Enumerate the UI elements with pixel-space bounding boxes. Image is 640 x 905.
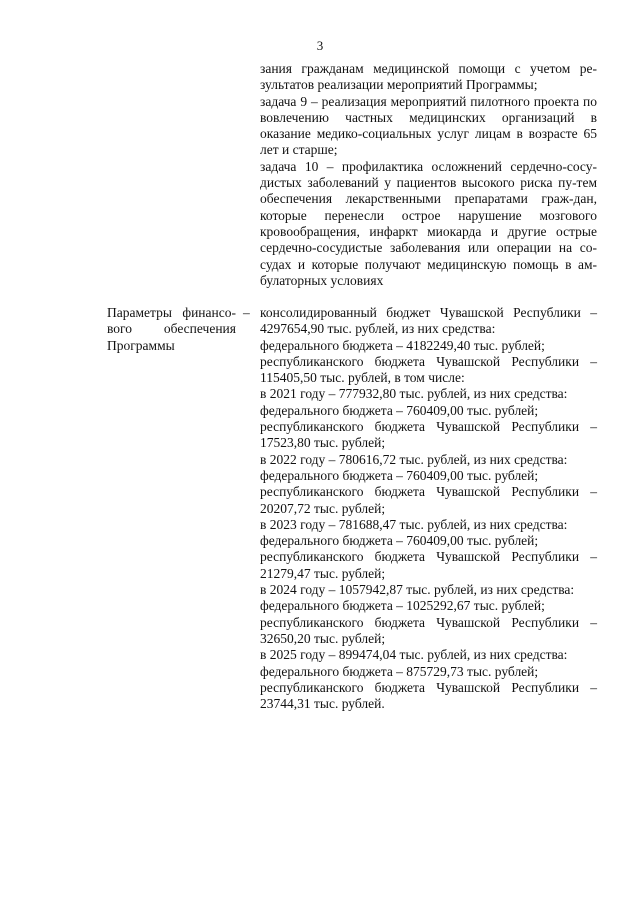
financing-2024-republican: республиканского бюджета Чувашской Республики – 32650,20 тыс. рублей; [260,614,597,646]
financing-label: Параметры финансо-вого обеспечения Программы [107,305,236,353]
financing-dash: – [243,305,250,320]
financing-2021-republican: республиканского бюджета Чувашской Республики – 17523,80 тыс. рублей; [260,419,597,451]
financing-content [260,305,597,712]
financing-2022-total: в 2022 году – 780616,72 тыс. рублей, из них средства: [260,451,568,467]
page-number: 3 [316,38,324,53]
financing-total: консолидированный бюджет Чувашской Республики – 4297654,90 тыс. рублей, из них средства: [260,305,597,337]
financing-2021-federal: федерального бюджета – 760409,00 тыс. рублей; [260,402,539,418]
task-9-paragraph: задача 9 – реализация мероприятий пилотного проекта по вовлечению частных медицинских организаций в оказание медико-социальных услуг лицам в возрасте 65 лет и старше; [260,93,597,158]
continuation-content [260,61,597,289]
financing-2024-federal: федерального бюджета – 1025292,67 тыс. рублей; [260,598,545,614]
financing-2022-republican: республиканского бюджета Чувашской Республики – 20207,72 тыс. рублей; [260,484,597,516]
financing-2021-total: в 2021 году – 777932,80 тыс. рублей, из них средства: [260,386,568,402]
financing-2025-federal: федерального бюджета – 875729,73 тыс. рублей; [260,663,539,679]
financing-republican-total: республиканского бюджета Чувашской Республики – 115405,50 тыс. рублей, в том числе: [260,353,597,386]
financing-2022-federal: федерального бюджета – 760409,00 тыс. рублей; [260,467,539,483]
continuation-paragraph: зания гражданам медицинской помощи с учетом ре-зультатов реализации мероприятий Программы; [260,61,597,93]
task-10-paragraph: задача 10 – профилактика осложнений сердечно-сосу-дистых заболеваний у пациентов высокого риска пу-тем обеспечения лекарственными препаратами граж-дан, которые перенесли острое нарушение мозгового кровообращения, инфаркт миокарда и другие острые сердечно-сосудистые заболевания или операции на со-судах и которые получают медицинскую помощь в ам-булаторных условиях [260,158,597,288]
financing-2025-total: в 2025 году – 899474,04 тыс. рублей, из них средства: [260,647,568,663]
financing-2023-republican: республиканского бюджета Чувашской Республики – 21279,47 тыс. рублей; [260,549,597,581]
financing-2024-total: в 2024 году – 1057942,87 тыс. рублей, из них средства: [260,582,575,598]
financing-2023-total: в 2023 году – 781688,47 тыс. рублей, из них средства: [260,516,568,532]
financing-2025-republican: республиканского бюджета Чувашской Республики – 23744,31 тыс. рублей. [260,679,597,712]
financing-federal-total: федерального бюджета – 4182249,40 тыс. рублей; [260,337,545,353]
financing-2023-federal: федерального бюджета – 760409,00 тыс. рублей; [260,533,539,549]
